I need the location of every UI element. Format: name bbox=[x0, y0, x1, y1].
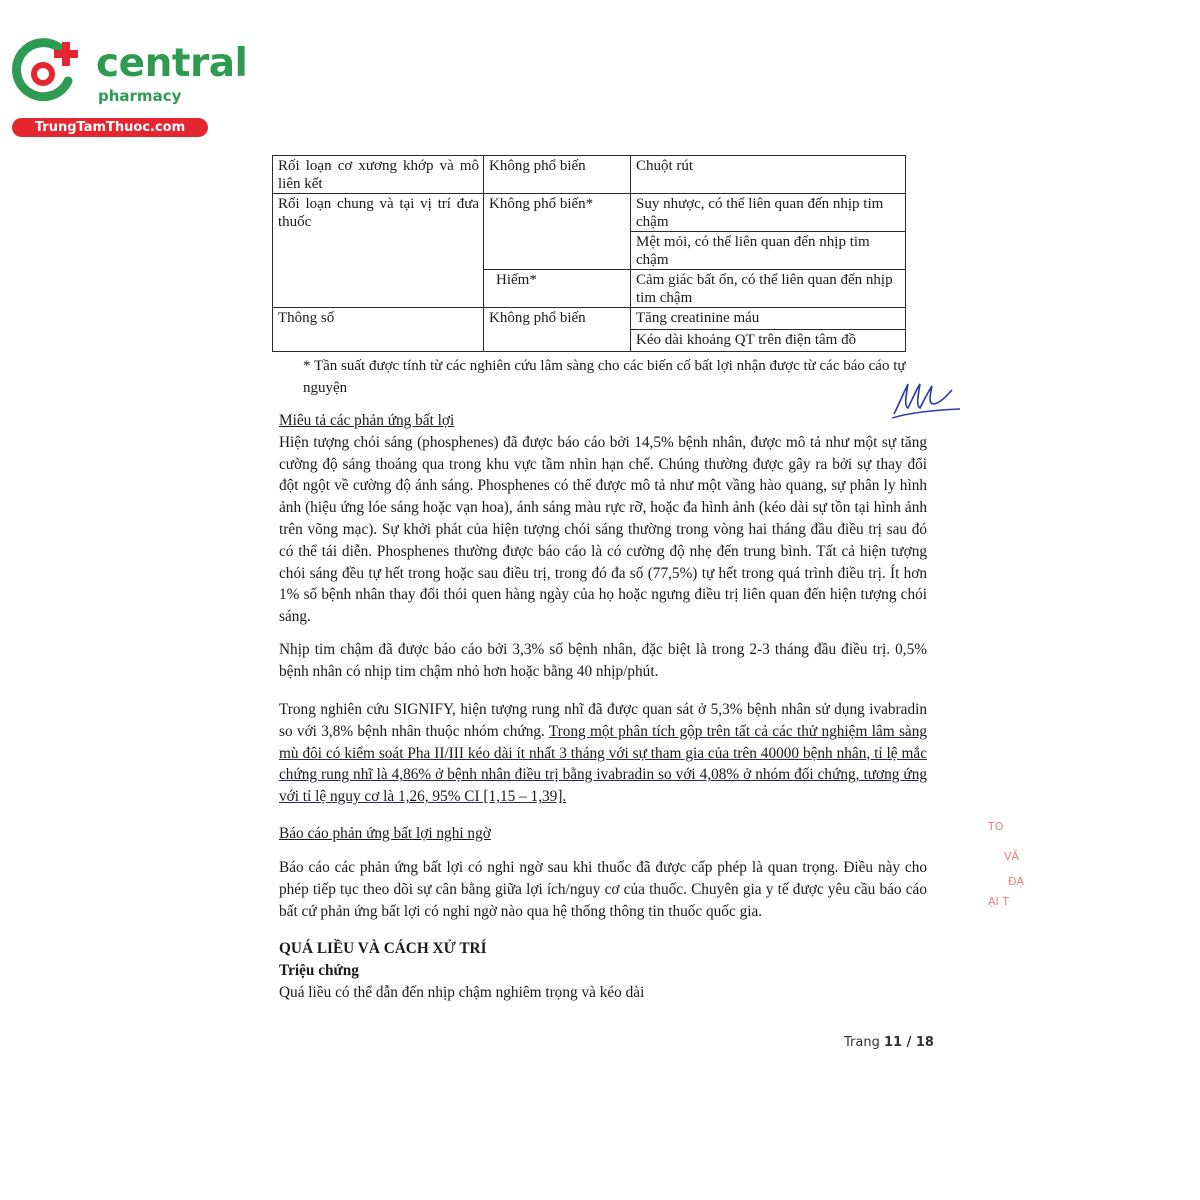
frequency-cell: Không phổ biến bbox=[484, 308, 631, 352]
stamp-fragment: VĂ bbox=[1004, 850, 1020, 863]
table-row bbox=[273, 194, 906, 232]
stamp-fragment: ĐẠ bbox=[1008, 875, 1025, 888]
stamp-fragment: ẠI T bbox=[988, 895, 1009, 908]
effect-cell: Suy nhược, có thể liên quan đến nhịp tim chậm bbox=[631, 194, 906, 232]
signify-text: Trong nghiên cứu SIGNIFY, hiện tượng rung nhĩ đã được quan sát ở 5,3% bệnh nhân sử dụng ivabradin so với 3,8% bệnh nhân thuộc nhóm chứng. bbox=[279, 701, 927, 740]
page-count: 11 / 18 bbox=[883, 1035, 934, 1050]
page-number bbox=[844, 1035, 934, 1050]
organ-cell: Rối loạn chung và tại vị trí đưa thuốc bbox=[273, 194, 484, 308]
frequency-cell: Hiếm* bbox=[484, 270, 631, 308]
suspected-reports-heading: Báo cáo phản ứng bất lợi nghi ngờ bbox=[279, 825, 491, 842]
table-row bbox=[273, 156, 906, 194]
effect-cell: Cảm giác bất ổn, có thể liên quan đến nhịp tim chậm bbox=[631, 270, 906, 308]
brand-website: TrungTamThuoc.com bbox=[12, 118, 208, 137]
overdose-heading: QUÁ LIỀU VÀ CÁCH XỬ TRÍ bbox=[279, 940, 487, 957]
meta-analysis-text: Trong một phân tích gộp trên tất cả các thử nghiệm lâm sàng mù đôi có kiểm soát Pha II/III kéo dài ít nhất 3 tháng với sự tham gia của trên 40000 bệnh nhân, tỉ lệ mắc chứng rung nhĩ là 4,86% ở bệnh nhân điều trị bằng ivabradin so với 4,08% ở nhóm đối chứng, tương ứng với tỉ lệ nguy cơ là 1,26, 95% CI [1,15 – 1,39]. bbox=[279, 722, 927, 806]
page-label: Trang bbox=[844, 1035, 880, 1050]
overdose-text: Quá liều có thể dẫn đến nhịp chậm nghiêm trọng và kéo dài bbox=[279, 983, 645, 1001]
central-pharmacy-logo bbox=[10, 36, 248, 136]
stamp-fragment: TO bbox=[988, 820, 1004, 833]
table-row bbox=[273, 308, 906, 330]
effect-cell: Tăng creatinine máu bbox=[631, 308, 906, 330]
organ-cell: Rối loạn cơ xương khớp và mô liên kết bbox=[273, 156, 484, 194]
bradycardia-paragraph: Nhịp tim chậm đã được báo cáo bởi 3,3% số bệnh nhân, đặc biệt là trong 2-3 tháng đầu điều trị. 0,5% bệnh nhân có nhịp tim chậm nhỏ hơn hoặc bằng 40 nhịp/phút. bbox=[279, 641, 927, 680]
adverse-description-heading: Miêu tả các phản ứng bất lợi bbox=[279, 412, 455, 429]
organ-cell: Thông số bbox=[273, 308, 484, 352]
suspected-reports-paragraph: Báo cáo các phản ứng bất lợi có nghi ngờ sau khi thuốc đã được cấp phép là quan trọng. Điều này cho phép tiếp tục theo dõi sự cân bằng giữa lợi ích/nguy cơ của thuốc. Chuyên gia y tế được yêu cầu báo cáo bất cứ phản ứng bất lợi có nghi ngờ nào qua hệ thống thông tin thuốc quốc gia. bbox=[279, 859, 927, 920]
effect-cell: Mệt mỏi, có thể liên quan đến nhịp tim chậm bbox=[631, 232, 906, 270]
effect-cell: Kéo dài khoảng QT trên điện tâm đồ bbox=[631, 330, 906, 352]
central-logo-icon bbox=[10, 36, 80, 106]
symptoms-subheading: Triệu chứng bbox=[279, 961, 359, 979]
adverse-effects-table bbox=[272, 155, 906, 352]
adverse-description-section bbox=[279, 410, 927, 628]
table-footnote: * Tần suất được tính từ các nghiên cứu lâm sàng cho các biến cố bất lợi nhận được từ các báo cáo tự nguyện bbox=[303, 358, 906, 396]
phosphenes-paragraph: Hiện tượng chói sáng (phosphenes) đã được báo cáo bởi 14,5% bệnh nhân, được mô tả như một sự tăng cường độ sáng thoáng qua trong khu vực tầm nhìn hạn chế. Chúng thường được gây ra bởi sự thay đổi đột ngột về cường độ ánh sáng. Phosphenes có thể được mô tả như một vầng hào quang, sự phân ly hình ảnh (hiệu ứng lóe sáng hoặc vạn hoa), ánh sáng màu rực rỡ, hoặc đa hình ảnh (kéo dài sự tồn tại hình ảnh trên võng mạc). Sự khởi phát của hiện tượng chói sáng thường trong vòng hai tháng đầu điều trị sau đó có thể tái diễn. Phosphenes thường được báo cáo là có cường độ nhẹ đến trung bình. Tất cả hiện tượng chói sáng đều tự hết trong hoặc sau điều trị, trong đó đa số (77,5%) tự hết trong quá trình điều trị. Ít hơn 1% số bệnh nhân thay đổi thói quen hàng ngày của họ hoặc ngưng điều trị liên quan đến hiện tượng chói sáng. bbox=[279, 433, 927, 626]
frequency-cell: Không phổ biến bbox=[484, 156, 631, 194]
overdose-section bbox=[279, 938, 927, 1003]
brand-subtitle: pharmacy bbox=[98, 87, 182, 105]
atrial-fibrillation-paragraph bbox=[279, 699, 927, 808]
frequency-cell: Không phổ biến* bbox=[484, 194, 631, 270]
effect-cell: Chuột rút bbox=[631, 156, 906, 194]
brand-name: central bbox=[96, 41, 248, 86]
